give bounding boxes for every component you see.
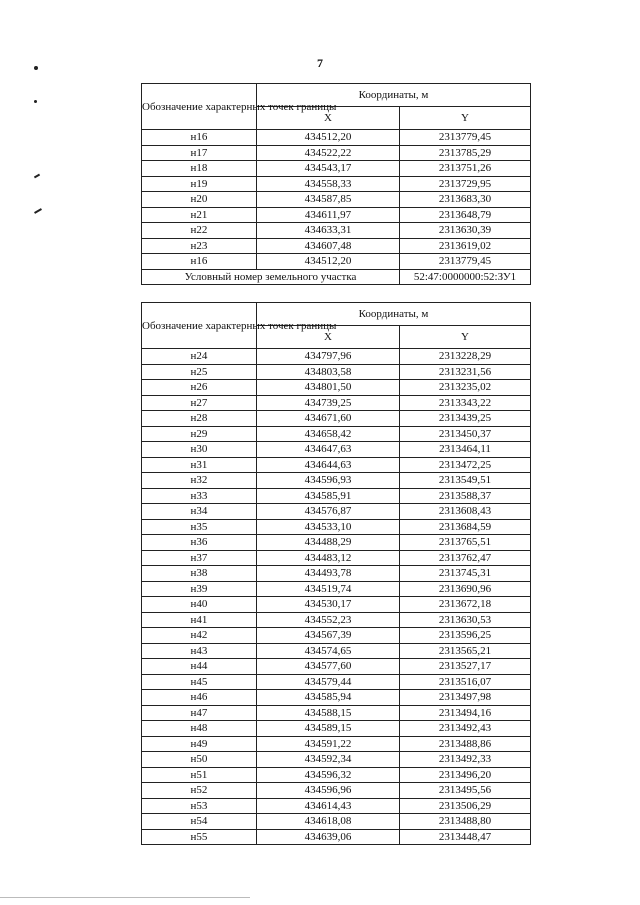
table-row bbox=[142, 550, 531, 566]
x-cell: 434577,60 bbox=[257, 659, 400, 675]
point-cell: н18 bbox=[142, 161, 257, 177]
table-row bbox=[142, 798, 531, 814]
y-cell: 2313516,07 bbox=[400, 674, 531, 690]
table-row bbox=[142, 395, 531, 411]
point-cell: н20 bbox=[142, 192, 257, 208]
table-row bbox=[142, 628, 531, 644]
table-row bbox=[142, 519, 531, 535]
y-header: Y bbox=[400, 107, 531, 130]
table-row bbox=[142, 176, 531, 192]
x-cell: 434543,17 bbox=[257, 161, 400, 177]
x-cell: 434639,06 bbox=[257, 829, 400, 845]
table-row bbox=[142, 736, 531, 752]
point-cell: н30 bbox=[142, 442, 257, 458]
x-cell: 434558,33 bbox=[257, 176, 400, 192]
y-cell: 2313729,95 bbox=[400, 176, 531, 192]
point-cell: н22 bbox=[142, 223, 257, 239]
point-cell: н53 bbox=[142, 798, 257, 814]
point-cell: н39 bbox=[142, 581, 257, 597]
table-row bbox=[142, 426, 531, 442]
table-row bbox=[142, 504, 531, 520]
y-cell: 2313672,18 bbox=[400, 597, 531, 613]
scan-mark bbox=[34, 100, 37, 103]
point-header: Обозначение характерных точек границы bbox=[142, 303, 257, 349]
x-cell: 434658,42 bbox=[257, 426, 400, 442]
y-cell: 2313450,37 bbox=[400, 426, 531, 442]
scan-mark bbox=[34, 208, 42, 214]
point-cell: н32 bbox=[142, 473, 257, 489]
point-cell: н45 bbox=[142, 674, 257, 690]
scan-mark bbox=[34, 66, 38, 70]
table-row bbox=[142, 597, 531, 613]
coordinates-table-1 bbox=[141, 83, 531, 285]
x-cell: 434574,65 bbox=[257, 643, 400, 659]
table-row bbox=[142, 223, 531, 239]
point-cell: н34 bbox=[142, 504, 257, 520]
point-cell: н25 bbox=[142, 364, 257, 380]
coordinates-table-2 bbox=[141, 302, 531, 845]
x-cell: 434596,93 bbox=[257, 473, 400, 489]
y-cell: 2313492,43 bbox=[400, 721, 531, 737]
point-cell: н42 bbox=[142, 628, 257, 644]
point-cell: н21 bbox=[142, 207, 257, 223]
table-row bbox=[142, 643, 531, 659]
table-row bbox=[142, 581, 531, 597]
point-cell: н33 bbox=[142, 488, 257, 504]
point-cell: н28 bbox=[142, 411, 257, 427]
y-cell: 2313488,80 bbox=[400, 814, 531, 830]
y-header: Y bbox=[400, 326, 531, 349]
table-row bbox=[142, 207, 531, 223]
point-cell: н23 bbox=[142, 238, 257, 254]
point-cell: н46 bbox=[142, 690, 257, 706]
y-cell: 2313779,45 bbox=[400, 130, 531, 146]
y-cell: 2313231,56 bbox=[400, 364, 531, 380]
y-cell: 2313596,25 bbox=[400, 628, 531, 644]
x-cell: 434567,39 bbox=[257, 628, 400, 644]
x-cell: 434493,78 bbox=[257, 566, 400, 582]
y-cell: 2313690,96 bbox=[400, 581, 531, 597]
plot-number-label: Условный номер земельного участка bbox=[142, 269, 400, 285]
plot-number-value: 52:47:0000000:52:ЗУ1 bbox=[400, 269, 531, 285]
x-cell: 434552,23 bbox=[257, 612, 400, 628]
y-cell: 2313785,29 bbox=[400, 145, 531, 161]
y-cell: 2313608,43 bbox=[400, 504, 531, 520]
x-cell: 434596,96 bbox=[257, 783, 400, 799]
y-cell: 2313630,53 bbox=[400, 612, 531, 628]
x-cell: 434611,97 bbox=[257, 207, 400, 223]
point-cell: н40 bbox=[142, 597, 257, 613]
table-row bbox=[142, 349, 531, 365]
point-cell: н19 bbox=[142, 176, 257, 192]
x-cell: 434596,32 bbox=[257, 767, 400, 783]
y-cell: 2313565,21 bbox=[400, 643, 531, 659]
y-cell: 2313495,56 bbox=[400, 783, 531, 799]
point-cell: н44 bbox=[142, 659, 257, 675]
table-row bbox=[142, 535, 531, 551]
point-cell: н49 bbox=[142, 736, 257, 752]
x-cell: 434797,96 bbox=[257, 349, 400, 365]
y-cell: 2313619,02 bbox=[400, 238, 531, 254]
x-cell: 434579,44 bbox=[257, 674, 400, 690]
y-cell: 2313448,47 bbox=[400, 829, 531, 845]
y-cell: 2313648,79 bbox=[400, 207, 531, 223]
table-row bbox=[142, 674, 531, 690]
table-row bbox=[142, 161, 531, 177]
y-cell: 2313343,22 bbox=[400, 395, 531, 411]
y-cell: 2313684,59 bbox=[400, 519, 531, 535]
table-row bbox=[142, 705, 531, 721]
point-cell: н29 bbox=[142, 426, 257, 442]
y-cell: 2313492,33 bbox=[400, 752, 531, 768]
table-row bbox=[142, 238, 531, 254]
table-2-body bbox=[142, 349, 531, 845]
y-cell: 2313549,51 bbox=[400, 473, 531, 489]
point-cell: н47 bbox=[142, 705, 257, 721]
point-cell: н35 bbox=[142, 519, 257, 535]
table-1-body bbox=[142, 130, 531, 270]
table-row bbox=[142, 566, 531, 582]
table-row bbox=[142, 612, 531, 628]
coordinates-header: Координаты, м bbox=[257, 303, 531, 326]
x-cell: 434592,34 bbox=[257, 752, 400, 768]
y-cell: 2313464,11 bbox=[400, 442, 531, 458]
x-cell: 434533,10 bbox=[257, 519, 400, 535]
point-cell: н16 bbox=[142, 130, 257, 146]
x-cell: 434591,22 bbox=[257, 736, 400, 752]
x-cell: 434589,15 bbox=[257, 721, 400, 737]
x-cell: 434618,08 bbox=[257, 814, 400, 830]
y-cell: 2313488,86 bbox=[400, 736, 531, 752]
point-cell: н27 bbox=[142, 395, 257, 411]
x-cell: 434671,60 bbox=[257, 411, 400, 427]
y-cell: 2313630,39 bbox=[400, 223, 531, 239]
y-cell: 2313235,02 bbox=[400, 380, 531, 396]
point-cell: н26 bbox=[142, 380, 257, 396]
x-cell: 434647,63 bbox=[257, 442, 400, 458]
x-cell: 434530,17 bbox=[257, 597, 400, 613]
y-cell: 2313494,16 bbox=[400, 705, 531, 721]
table-row bbox=[142, 721, 531, 737]
point-cell: н38 bbox=[142, 566, 257, 582]
x-cell: 434644,63 bbox=[257, 457, 400, 473]
x-cell: 434576,87 bbox=[257, 504, 400, 520]
point-cell: н31 bbox=[142, 457, 257, 473]
table-row bbox=[142, 767, 531, 783]
x-cell: 434585,91 bbox=[257, 488, 400, 504]
point-cell: н37 bbox=[142, 550, 257, 566]
point-header: Обозначение характерных точек границы bbox=[142, 84, 257, 130]
y-cell: 2313765,51 bbox=[400, 535, 531, 551]
y-cell: 2313779,45 bbox=[400, 254, 531, 270]
table-row bbox=[142, 442, 531, 458]
table-row bbox=[142, 690, 531, 706]
point-cell: н36 bbox=[142, 535, 257, 551]
table-row bbox=[142, 457, 531, 473]
coordinates-header: Координаты, м bbox=[257, 84, 531, 107]
x-header: X bbox=[257, 107, 400, 130]
point-cell: н24 bbox=[142, 349, 257, 365]
y-cell: 2313683,30 bbox=[400, 192, 531, 208]
y-cell: 2313527,17 bbox=[400, 659, 531, 675]
y-cell: 2313588,37 bbox=[400, 488, 531, 504]
table-row bbox=[142, 488, 531, 504]
point-cell: н54 bbox=[142, 814, 257, 830]
x-cell: 434803,58 bbox=[257, 364, 400, 380]
y-cell: 2313506,29 bbox=[400, 798, 531, 814]
x-cell: 434614,43 bbox=[257, 798, 400, 814]
table-row bbox=[142, 130, 531, 146]
point-cell: н55 bbox=[142, 829, 257, 845]
plot-number-row bbox=[142, 269, 531, 285]
point-cell: н41 bbox=[142, 612, 257, 628]
point-cell: н48 bbox=[142, 721, 257, 737]
point-cell: н17 bbox=[142, 145, 257, 161]
y-cell: 2313762,47 bbox=[400, 550, 531, 566]
x-cell: 434801,50 bbox=[257, 380, 400, 396]
table-row bbox=[142, 473, 531, 489]
table-row bbox=[142, 364, 531, 380]
y-cell: 2313745,31 bbox=[400, 566, 531, 582]
point-cell: н52 bbox=[142, 783, 257, 799]
table-row bbox=[142, 752, 531, 768]
y-cell: 2313496,20 bbox=[400, 767, 531, 783]
x-header: X bbox=[257, 326, 400, 349]
point-cell: н43 bbox=[142, 643, 257, 659]
x-cell: 434488,29 bbox=[257, 535, 400, 551]
y-cell: 2313497,98 bbox=[400, 690, 531, 706]
table-row bbox=[142, 829, 531, 845]
x-cell: 434522,22 bbox=[257, 145, 400, 161]
x-cell: 434633,31 bbox=[257, 223, 400, 239]
table-row bbox=[142, 814, 531, 830]
point-cell: н51 bbox=[142, 767, 257, 783]
table-row bbox=[142, 659, 531, 675]
table-row bbox=[142, 192, 531, 208]
x-cell: 434739,25 bbox=[257, 395, 400, 411]
y-cell: 2313228,29 bbox=[400, 349, 531, 365]
table-row bbox=[142, 145, 531, 161]
x-cell: 434588,15 bbox=[257, 705, 400, 721]
x-cell: 434519,74 bbox=[257, 581, 400, 597]
page-number: 7 bbox=[317, 56, 323, 70]
x-cell: 434587,85 bbox=[257, 192, 400, 208]
y-cell: 2313751,26 bbox=[400, 161, 531, 177]
x-cell: 434483,12 bbox=[257, 550, 400, 566]
y-cell: 2313472,25 bbox=[400, 457, 531, 473]
point-cell: н16 bbox=[142, 254, 257, 270]
table-row bbox=[142, 411, 531, 427]
table-row bbox=[142, 254, 531, 270]
x-cell: 434585,94 bbox=[257, 690, 400, 706]
table-row bbox=[142, 783, 531, 799]
x-cell: 434512,20 bbox=[257, 130, 400, 146]
bottom-divider bbox=[0, 897, 250, 898]
x-cell: 434607,48 bbox=[257, 238, 400, 254]
table-row bbox=[142, 380, 531, 396]
x-cell: 434512,20 bbox=[257, 254, 400, 270]
scan-mark bbox=[34, 174, 40, 179]
y-cell: 2313439,25 bbox=[400, 411, 531, 427]
point-cell: н50 bbox=[142, 752, 257, 768]
